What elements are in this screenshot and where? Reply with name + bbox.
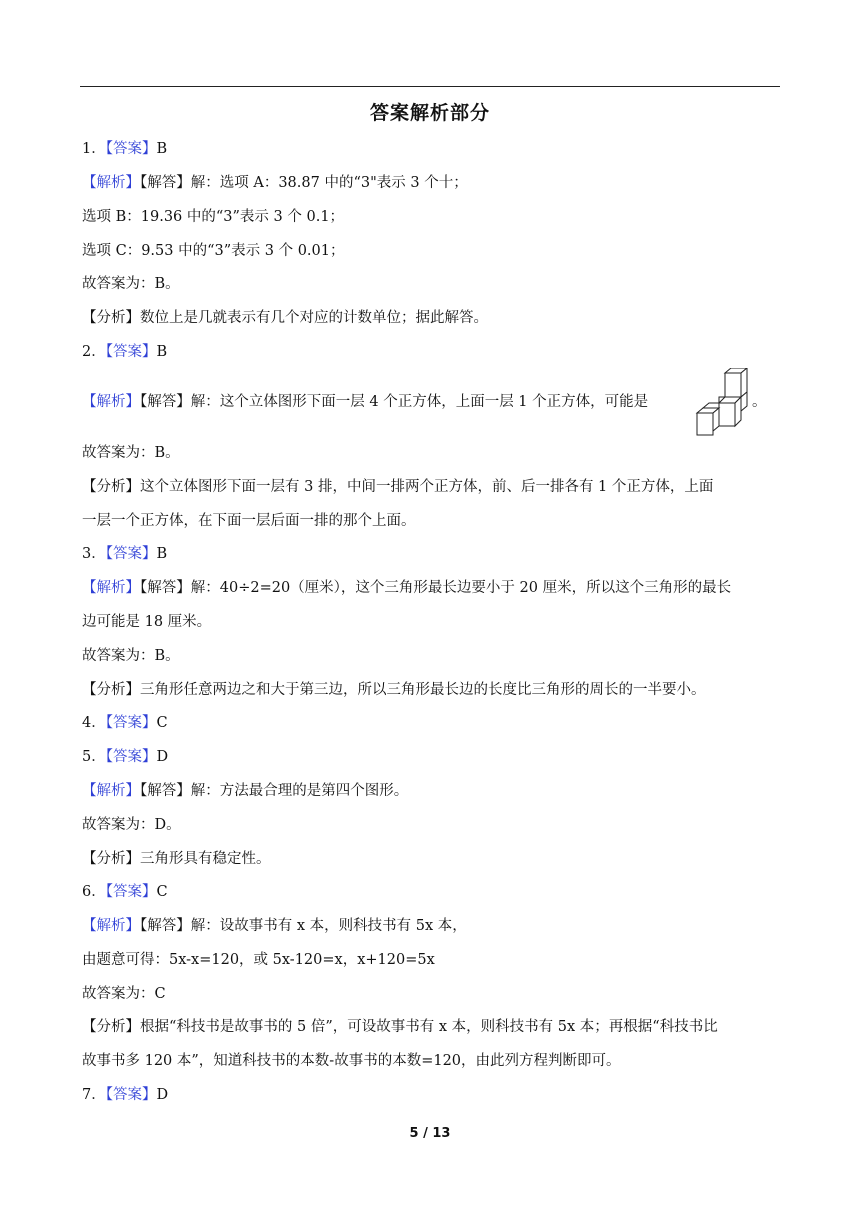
- jiexi-tag: 【解析】: [82, 918, 140, 934]
- q7-answer: D: [156, 1087, 169, 1103]
- jiexi-tag: 【解析】: [82, 175, 140, 191]
- answer-tag: 【答案】: [105, 1087, 157, 1103]
- q4-answer: C: [156, 715, 168, 731]
- fenxi-tag: 【分析】: [82, 1019, 140, 1035]
- q4-number: 4．: [82, 715, 106, 731]
- fenxi-tag: 【分析】: [82, 682, 140, 698]
- q7-answer-line: [82, 1085, 168, 1105]
- q2-solution-line: [82, 392, 648, 412]
- q3-analysis: 【分析】三角形任意两边之和大于第三边，所以三角形最长边的长度比三角形的周长的一半要小。: [82, 682, 706, 698]
- q1-conclusion: 故答案为：B。: [82, 276, 180, 292]
- q5-solution: 解：方法最合理的是第四个图形。: [190, 783, 409, 799]
- jieda-tag: 【解答】: [140, 175, 191, 191]
- q3-answer: B: [156, 546, 168, 562]
- fenxi-tag: 【分析】: [82, 310, 140, 326]
- answer-tag: 【答案】: [105, 715, 157, 731]
- fenxi-tag: 【分析】: [82, 851, 140, 867]
- q6-answer-line: [82, 882, 168, 902]
- answer-tag: 【答案】: [105, 141, 157, 157]
- cube-stack-figure: [691, 368, 753, 436]
- q2-analysis-line-2: 一层一个正方体，在下面一层后面一排的那个上面。: [82, 513, 416, 529]
- q1-solution-line-2: 选项 B：19.36 中的“3”表示 3 个 0.1；: [82, 209, 345, 225]
- q1-answer-line: [82, 139, 167, 159]
- answer-tag: 【答案】: [105, 546, 157, 562]
- q6-solution: 解：设故事书有 x 本，则科技书有 5x 本，: [190, 918, 467, 934]
- fenxi-tag: 【分析】: [82, 479, 140, 495]
- q2-solution: 解：这个立体图形下面一层 4 个正方体，上面一层 1 个正方体，可能是: [190, 394, 649, 410]
- q3-answer-line: [82, 544, 167, 564]
- q2-answer-line: [82, 342, 167, 362]
- q5-analysis: 【分析】三角形具有稳定性。: [82, 851, 271, 867]
- jieda-tag: 【解答】: [140, 580, 191, 596]
- q5-conclusion: 故答案为：D。: [82, 817, 181, 833]
- jieda-tag: 【解答】: [140, 783, 191, 799]
- jieda-tag: 【解答】: [140, 394, 191, 410]
- q2-analysis: 【分析】这个立体图形下面一层有 3 排，中间一排两个正方体，前、后一排各有 1 个正方体，上面: [82, 479, 714, 495]
- q6-analysis: 【分析】根据“科技书是故事书的 5 倍”，可设故事书有 x 本，则科技书有 5x 本；再根据“科技书比: [82, 1019, 718, 1035]
- q1-answer: B: [156, 141, 168, 157]
- q1-analysis: 【分析】数位上是几就表示有几个对应的计数单位；据此解答。: [82, 310, 488, 326]
- q6-solution-line-2: 由题意可得：5x-x=120，或 5x-120=x，x+120=5x: [82, 952, 435, 968]
- q3-conclusion: 故答案为：B。: [82, 648, 180, 664]
- answer-tag: 【答案】: [105, 884, 157, 900]
- cube-front-face: [697, 413, 713, 435]
- answer-tag: 【答案】: [105, 749, 157, 765]
- jiexi-tag: 【解析】: [82, 783, 140, 799]
- q5-answer: D: [156, 749, 169, 765]
- q3-solution: 解：40÷2=20（厘米），这个三角形最长边要小于 20 厘米，所以这个三角形的最长: [190, 580, 732, 596]
- q5-answer-line: [82, 747, 168, 767]
- q3-solution-line-2: 边可能是 18 厘米。: [82, 614, 212, 630]
- page-title: 答案解析部分: [369, 102, 490, 124]
- q2-conclusion: 故答案为：B。: [82, 445, 180, 461]
- q5-number: 5．: [82, 749, 106, 765]
- header-rule: [80, 86, 780, 87]
- q6-analysis-line-2: 故事书多 120 本”，知道科技书的本数-故事书的本数=120，由此列方程判断即可。: [82, 1053, 621, 1069]
- jiexi-tag: 【解析】: [82, 580, 140, 596]
- q1-solution: 解：选项 A：38.87 中的“3"表示 3 个十；: [190, 175, 468, 191]
- q6-number: 6．: [82, 884, 106, 900]
- jieda-tag: 【解答】: [140, 918, 191, 934]
- q7-number: 7．: [82, 1087, 106, 1103]
- q1-solution-line-3: 选项 C：9.53 中的“3”表示 3 个 0.01；: [82, 243, 345, 259]
- q2-answer: B: [156, 344, 168, 360]
- q6-conclusion: 故答案为：C: [82, 986, 166, 1002]
- q1-number: 1．: [82, 141, 106, 157]
- q6-answer: C: [156, 884, 168, 900]
- q3-number: 3．: [82, 546, 106, 562]
- q5-solution-line: [82, 781, 408, 801]
- q2-number: 2．: [82, 344, 106, 360]
- page-number: 5 / 13: [409, 1126, 451, 1141]
- q2-solution-end: 。: [752, 394, 767, 410]
- q4-answer-line: [82, 713, 168, 733]
- q6-solution-line: [82, 916, 467, 936]
- jiexi-tag: 【解析】: [82, 394, 140, 410]
- cube-front-face: [725, 373, 741, 397]
- q1-solution-line: [82, 173, 468, 193]
- answer-tag: 【答案】: [105, 344, 157, 360]
- q3-solution-line: [82, 578, 731, 598]
- cube-front-face: [719, 403, 735, 426]
